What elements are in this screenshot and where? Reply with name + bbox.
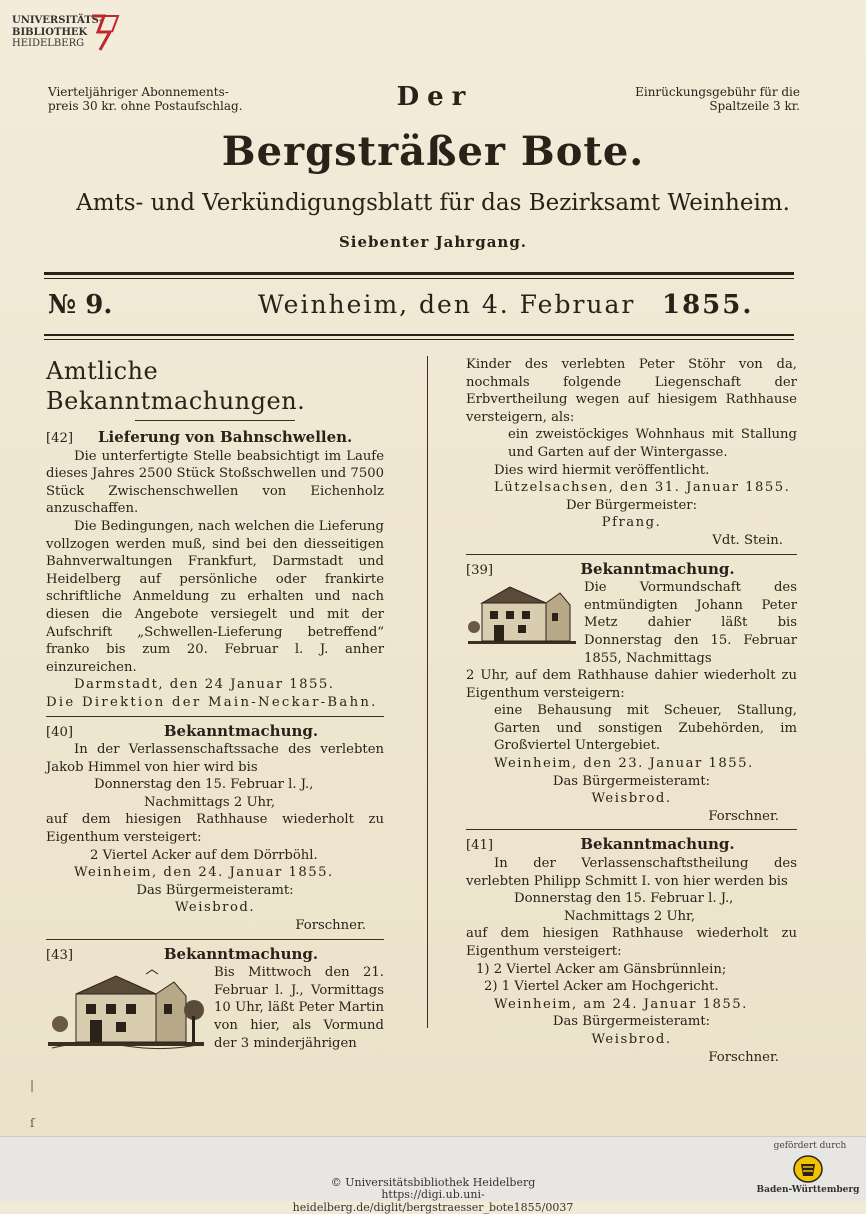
notice-date: Weinheim, den 24. Januar 1855. xyxy=(74,865,334,881)
library-name-line-2: BIBLIOTHEK xyxy=(12,26,88,38)
notice-signatory: Weisbrod. xyxy=(174,900,256,916)
notice-title: Bekanntmachung. xyxy=(580,835,735,854)
notice-number: [39] xyxy=(466,562,494,578)
notice-number: [42] xyxy=(46,431,74,446)
notice-paragraph: auf dem hiesigen Rathhause wiederholt zu Eigenthum versteigert: xyxy=(466,926,797,959)
notice-signatory: Weisbrod. xyxy=(591,791,672,807)
notice-41 xyxy=(466,836,797,1066)
notice-number: [41] xyxy=(466,838,494,854)
library-name-line-1: UNIVERSITÄTS- xyxy=(12,15,104,26)
masthead-article: Der xyxy=(396,82,474,112)
margin-mark: ſ xyxy=(30,1116,35,1130)
notice-paragraph: Die unterfertigte Stelle beabsichtigt im Laufe dieses Jahres 2500 Stück Stoßschwellen und 7500 Stück Zwischenschwellen von Eichenholz anzuschaffen. xyxy=(46,448,384,517)
subscription-line-1: Vierteljähriger Abonnements- xyxy=(48,85,229,99)
section-title: Amtliche Bekanntmachungen. xyxy=(46,357,306,415)
copyright-notice: © Universitätsbibliothek Heidelberg xyxy=(330,1176,536,1189)
funded-by-label: gefördert durch xyxy=(773,1141,847,1151)
notice-43 xyxy=(46,946,384,1055)
notice-date: Weinheim, am 24. Januar 1855. xyxy=(494,996,748,1012)
notice-paragraph: In der Verlassenschaftssache des verlebten Jakob Himmel von hier wird bis xyxy=(46,742,384,775)
state-name: Baden-Württemberg xyxy=(756,1185,860,1195)
notice-paragraph: In der Verlassenschaftstheilung des verlebten Philipp Schmitt I. von hier werden bis xyxy=(466,856,797,889)
notice-title: Bekanntmachung. xyxy=(163,721,319,740)
notice-paragraph: Die Bedingungen, nach welchen die Lieferung vollzogen werden muß, sind bei den diesseitigen Bahnverwaltungen Frankfurt, Darmstadt und Heidelberg auf persönliche oder frankirte schriftliche Anmeldung zu erhalten und nach diesen die Angebote versiegelt und mit der Aufschrift „Schwellen-Lieferung betreffend“ franko bis zum 20. Februar l. J. anher einzureichen. xyxy=(46,518,384,675)
issue-year: 1855. xyxy=(662,290,754,320)
notice-line: Nachmittags 2 Uhr, xyxy=(144,794,276,810)
notice-divider xyxy=(46,939,384,940)
notice-divider xyxy=(46,716,384,717)
section-title-rule xyxy=(135,420,295,421)
notice-office: Das Bürgermeisteramt: xyxy=(552,1014,711,1030)
issue-place-date: Weinheim, den 4. Februar xyxy=(258,290,636,319)
notice-paragraph: Kinder des verlebten Peter Stöhr von da, nochmals folgende Liegenschaft der Erbvertheilung wegen auf hiesigem Rathhause versteigern, als: xyxy=(466,357,797,425)
notice-line: Donnerstag den 15. Februar l. J., xyxy=(514,891,734,907)
notice-office: Das Bürgermeisteramt: xyxy=(552,773,711,789)
notice-43-continued xyxy=(466,356,797,550)
notice-office: Das Bürgermeisteramt: xyxy=(136,882,294,898)
dateline-rule xyxy=(44,334,794,336)
house-woodcut-icon xyxy=(46,964,206,1054)
notice-number: [43] xyxy=(46,947,74,963)
masthead-subtitle: Amts- und Verkündigungsblatt für das Bezirksamt Weinheim. xyxy=(76,190,790,216)
notice-paragraph: Bis Mittwoch den 21. Februar l. J., Vormittags 10 Uhr, läßt Peter Martin von hier, als Vormund der 3 minderjährigen xyxy=(214,965,384,1051)
notice-clerk: Forschner. xyxy=(708,808,779,824)
notice-line: Nachmittags 2 Uhr, xyxy=(564,908,696,924)
notice-paragraph: 2 Uhr, auf dem Rathhause dahier wiederholt zu Eigenthum versteigern: xyxy=(466,668,797,701)
subscription-line-2: preis 30 kr. ohne Postaufschlag. xyxy=(48,99,243,113)
notice-signatory: Pfrang. xyxy=(601,515,662,531)
insertion-line-2: Spaltzeile 3 kr. xyxy=(709,99,800,113)
notice-office: Der Bürgermeister: xyxy=(565,497,698,513)
notice-line: Donnerstag den 15. Februar l. J., xyxy=(94,777,314,793)
notice-paragraph: Die Vormundschaft des entmündigten Johann Peter Metz dahier läßt bis Donnerstag den 15. Februar 1855, Nachmittags xyxy=(584,580,797,666)
notice-date: Darmstadt, den 24 Januar 1855. xyxy=(74,677,335,693)
masthead-rule xyxy=(44,272,794,275)
notice-paragraph: auf dem hiesigen Rathhause wiederholt zu Eigenthum versteigert: xyxy=(46,812,384,846)
insertion-line-1: Einrückungsgebühr für die xyxy=(635,85,800,99)
column-divider xyxy=(427,356,428,1028)
notice-40 xyxy=(46,723,384,935)
notice-item: 1) 2 Viertel Acker am Gänsbrünnlein; xyxy=(476,961,727,977)
masthead-rule-thin xyxy=(44,278,794,279)
notice-divider xyxy=(466,829,797,830)
dateline-rule-thin xyxy=(44,339,794,340)
library-name-line-3: HEIDELBERG xyxy=(12,38,85,49)
notice-clerk: Vdt. Stein. xyxy=(712,532,783,548)
right-column xyxy=(466,356,797,1066)
notice-date: Lützelsachsen, den 31. Januar 1855. xyxy=(494,480,791,496)
notice-42 xyxy=(46,429,384,712)
notice-date: Weinheim, den 23. Januar 1855. xyxy=(494,756,754,772)
notice-number: [40] xyxy=(46,724,74,740)
margin-mark: | xyxy=(30,1078,35,1092)
masthead-title: Bergsträßer Bote. xyxy=(221,128,645,175)
notice-title: Bekanntmachung. xyxy=(580,559,735,578)
volume-label: Siebenter Jahrgang. xyxy=(338,233,528,251)
notice-clerk: Forschner. xyxy=(708,1049,779,1065)
left-column xyxy=(46,356,384,1054)
notice-note: Dies wird hiermit veröffentlicht. xyxy=(494,462,710,478)
notice-item: ein zweistöckiges Wohnhaus mit Stallung und Garten auf der Wintergasse. xyxy=(508,427,797,460)
house-woodcut-icon xyxy=(466,579,578,651)
notice-title: Bekanntmachung. xyxy=(163,944,319,963)
baden-wuerttemberg-emblem-icon[interactable] xyxy=(792,1154,824,1184)
issue-number: № 9. xyxy=(48,290,113,320)
notice-item: 2) 1 Viertel Acker am Hochgericht. xyxy=(484,979,719,995)
notice-item: eine Behausung mit Scheuer, Stallung, Garten und sonstigen Zubehörden, im Großviertel Untergebiet. xyxy=(494,703,797,754)
library-logo-icon[interactable] xyxy=(88,12,122,52)
notice-signature: Die Direktion der Main-Neckar-Bahn. xyxy=(46,694,378,710)
notice-divider xyxy=(466,554,797,555)
notice-39 xyxy=(466,561,797,826)
permalink-url[interactable]: https://digi.ub.uni-heidelberg.de/diglit/bergstraesser_bote1855/0037 xyxy=(292,1188,574,1214)
insertion-fee-note xyxy=(610,85,800,113)
notice-line: 2 Viertel Acker auf dem Dörrböhl. xyxy=(90,847,318,863)
notice-title: Lieferung von Bahnschwellen. xyxy=(98,428,353,446)
subscription-price-note xyxy=(48,85,258,113)
notice-clerk: Forschner. xyxy=(295,918,366,934)
notice-signatory: Weisbrod. xyxy=(591,1031,672,1047)
